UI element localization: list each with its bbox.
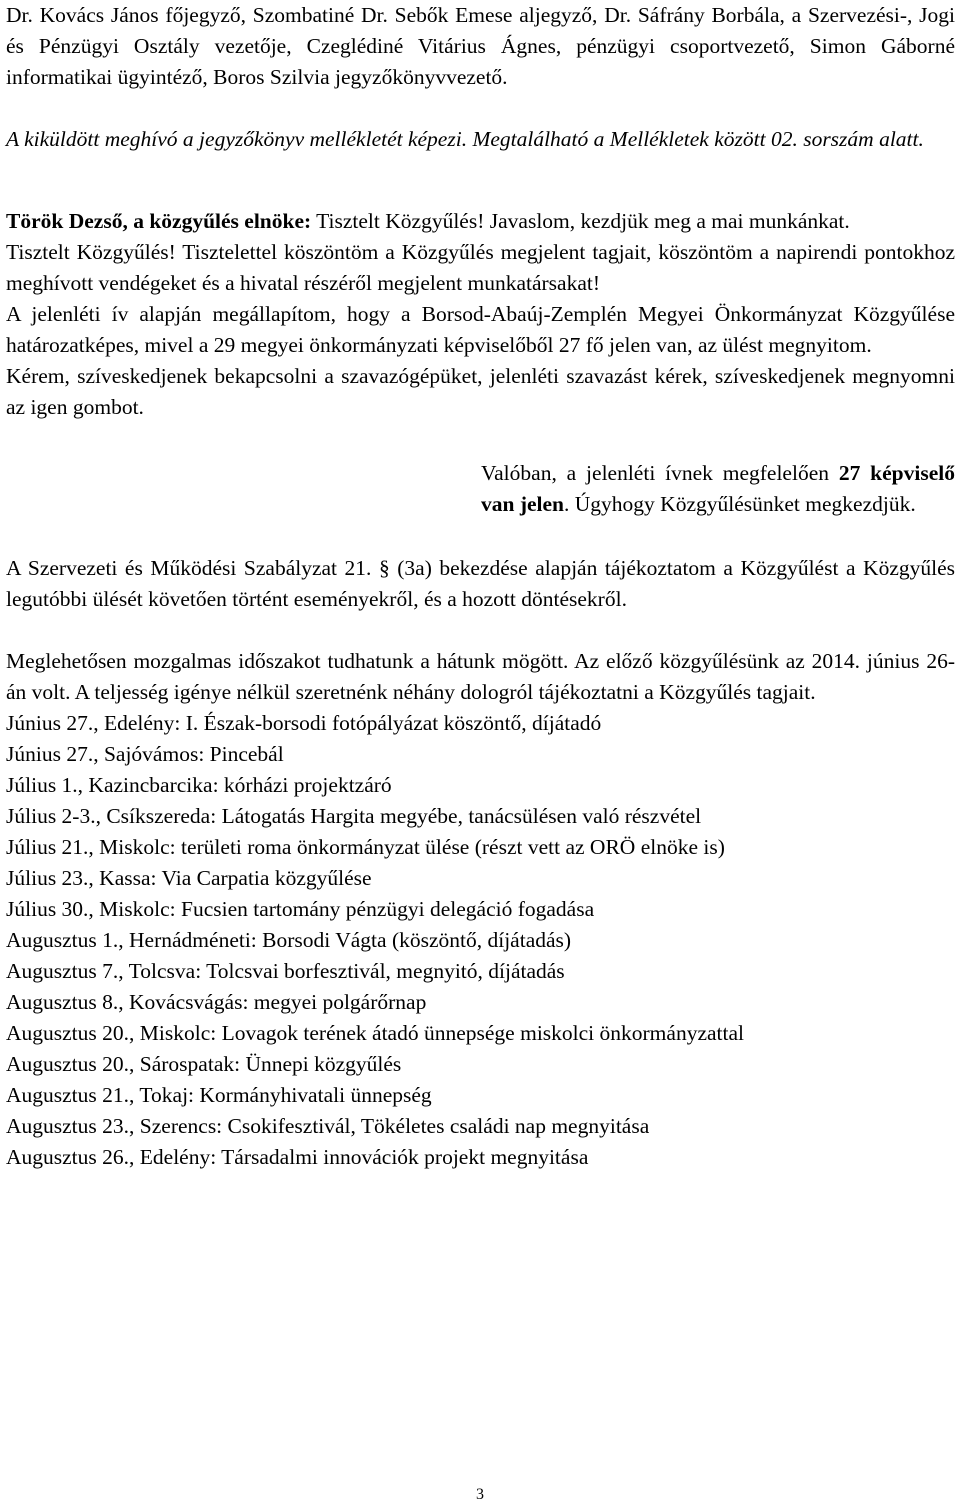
quorum-pre: Valóban, a jelenléti ívnek megfelelően [481, 461, 839, 485]
list-item: Augusztus 1., Hernádméneti: Borsodi Vágta (köszöntő, díjátadás) [6, 928, 572, 952]
list-item: Július 23., Kassa: Via Carpatia közgyűlése [6, 866, 372, 890]
list-item: Július 2-3., Csíkszereda: Látogatás Hargita megyébe, tanácsülésen való részvétel [6, 804, 702, 828]
list-item: Augusztus 7., Tolcsva: Tolcsvai borfesztivál, megnyitó, díjátadás [6, 959, 565, 983]
spacer [6, 93, 955, 124]
list-item: Augusztus 26., Edelény: Társadalmi innovációk projekt megnyitása [6, 1145, 589, 1169]
quorum-confirmation-text [481, 458, 955, 520]
voting-request-paragraph: Kérem, szíveskedjenek bekapcsolni a szavazógépüket, jelenléti szavazást kérek, szíveskedjenek megnyomni az igen gombot. [6, 364, 955, 419]
list-item: Július 21., Miskolc: területi roma önkormányzat ülése (részt vett az ORÖ elnöke is) [6, 835, 725, 859]
list-item: Augusztus 20., Miskolc: Lovagok terének átadó ünnepsége miskolci önkormányzattal [6, 1021, 744, 1045]
quorum-bold: 27 képviselő van jelen [481, 461, 955, 516]
spacer [6, 423, 955, 458]
annex-note: A kiküldött meghívó a jegyzőkönyv mellékletét képezi. Megtalálható a Mellékletek között 02. sorszám alatt. [6, 127, 924, 151]
list-item: Június 27., Sajóvámos: Pincebál [6, 742, 284, 766]
events-intro-paragraph: Meglehetősen mozgalmas időszakot tudhatunk a hátunk mögött. Az előző közgyűlésünk az 2014. június 26-án volt. A teljesség igénye nélkül szeretnénk néhány dologról tájékoztatni a Közgyűlés tagjait. [6, 649, 955, 704]
attendees-paragraph: Dr. Kovács János főjegyző, Szombatiné Dr. Sebők Emese aljegyző, Dr. Sáfrány Borbála, a Szervezési-, Jogi és Pénzügyi Osztály vezetője, Czeglédiné Vitárius Ágnes, pénzügyi csoportvezető, Simon Gáborné informatikai ügyintéző, Boros Szilvia jegyzőkönyvvezető. [6, 3, 955, 89]
list-item: Június 27., Edelény: I. Észak-borsodi fotópályázat köszöntő, díjátadó [6, 711, 602, 735]
page-number: 3 [476, 1486, 484, 1503]
speaker-line1: Tisztelt Közgyűlés! Javaslom, kezdjük meg a mai munkánkat. [311, 209, 850, 233]
spacer [6, 155, 955, 186]
spacer [6, 615, 955, 646]
quorum-statement-paragraph: A jelenléti ív alapján megállapítom, hogy a Borsod-Abaúj-Zemplén Megyei Önkormányzat Közgyűlése határozatképes, mivel a 29 megyei önkormányzati képviselőből 27 fő jelen van, az ülést megnyitom. [6, 302, 955, 357]
speaker-paragraph [6, 206, 955, 237]
rules-paragraph: A Szervezeti és Működési Szabályzat 21. § (3a) bekezdése alapján tájékoztatom a Közgyűlést a Közgyűlés legutóbbi ülését követően történt eseményekről, és a hozott döntésekről. [6, 556, 955, 611]
spacer [6, 520, 955, 553]
list-item: Július 30., Miskolc: Fucsien tartomány pénzügyi delegáció fogadása [6, 897, 595, 921]
list-item: Augusztus 20., Sárospatak: Ünnepi közgyűlés [6, 1052, 402, 1076]
list-item: Július 1., Kazincbarcika: kórházi projektzáró [6, 773, 392, 797]
speaker-name: Török Dezső, a közgyűlés elnöke: [6, 209, 312, 233]
spacer [6, 186, 955, 206]
document-page [6, 0, 955, 1173]
list-item: Augusztus 8., Kovácsvágás: megyei polgárőrnap [6, 990, 427, 1014]
list-item: Augusztus 23., Szerencs: Csokifesztivál, Tökéletes családi nap megnyitása [6, 1114, 650, 1138]
events-list [6, 708, 955, 1173]
quorum-post: . Úgyhogy Közgyűlésünket megkezdjük. [564, 492, 916, 516]
list-item: Augusztus 21., Tokaj: Kormányhivatali ünnepség [6, 1083, 432, 1107]
welcome-paragraph: Tisztelt Közgyűlés! Tisztelettel köszöntöm a Közgyűlés megjelent tagjait, köszöntöm a napirendi pontokhoz meghívott vendégeket és a hivatal részéről megjelent munkatársakat! [6, 240, 955, 295]
quorum-confirmation [481, 458, 955, 520]
